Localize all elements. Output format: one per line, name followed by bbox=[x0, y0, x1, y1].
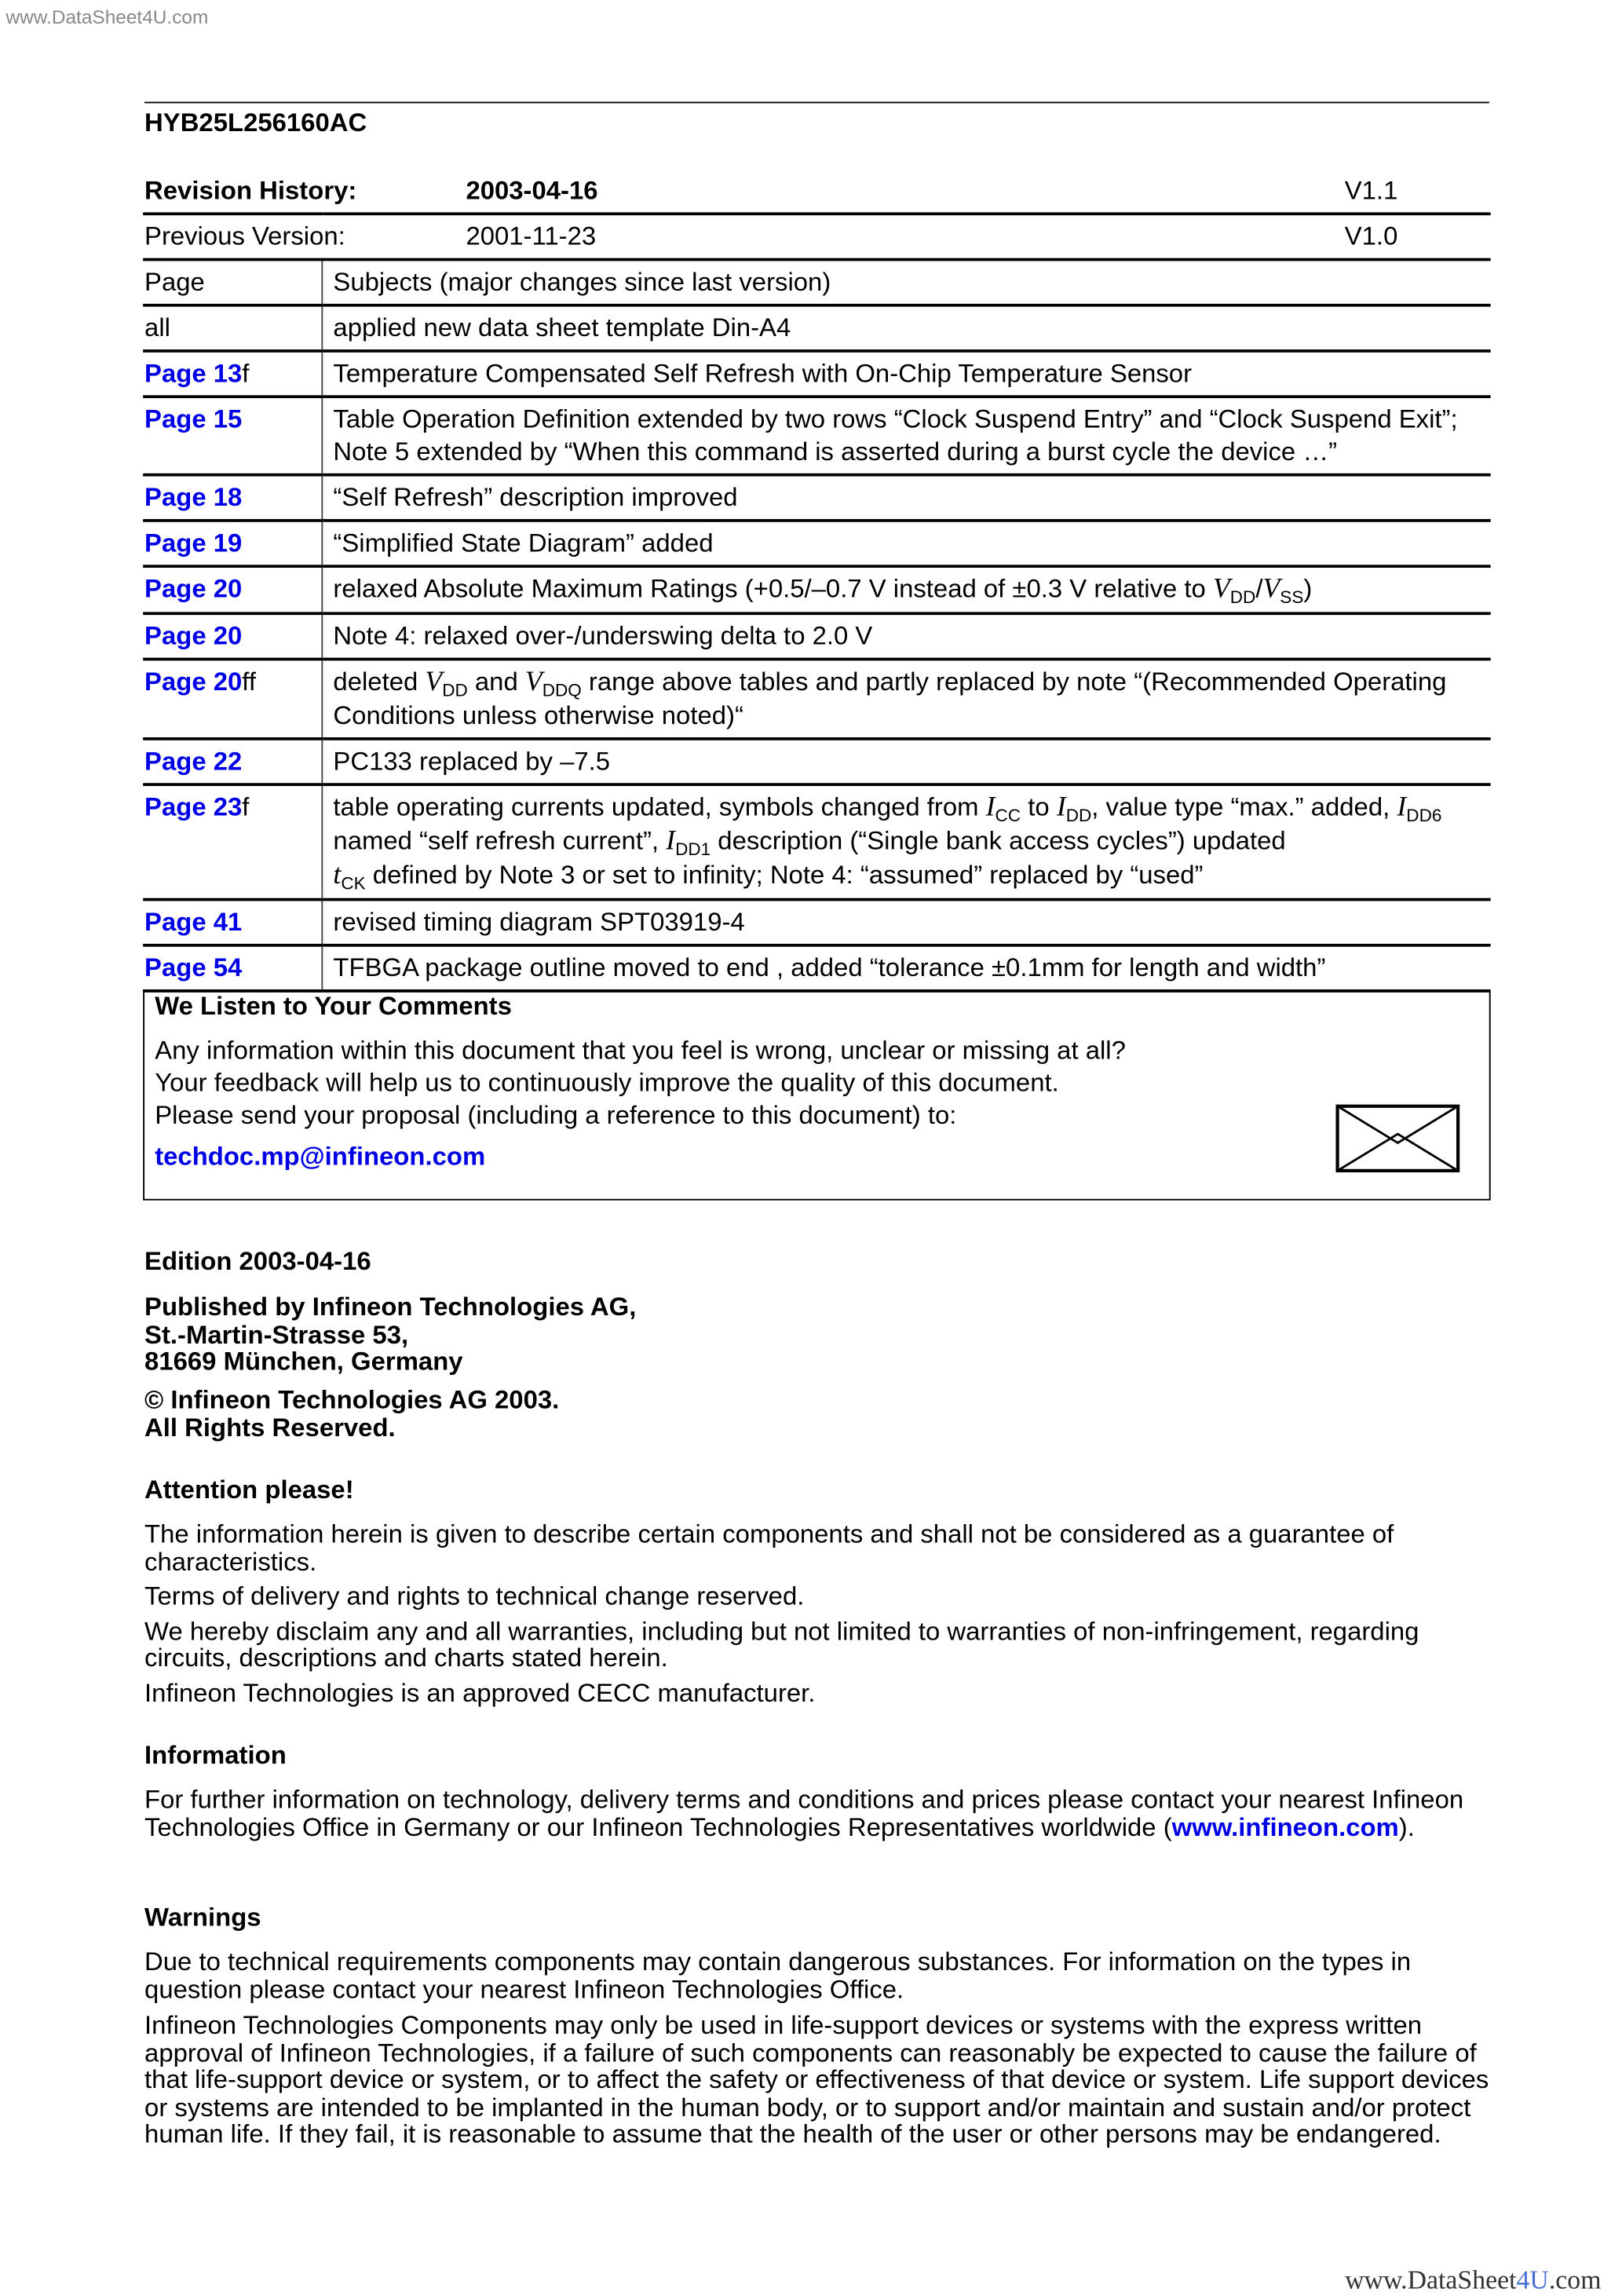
page-link[interactable]: Page 19 bbox=[144, 528, 243, 558]
attention-paragraph: We hereby disclaim any and all warranties, including but not limited to warranties of non-infringement, regarding circuits, descriptions and charts stated herein. bbox=[144, 1615, 1419, 1673]
watermark-bottom-post: .com bbox=[1548, 2265, 1602, 2295]
revision-row bbox=[143, 168, 1490, 214]
page-label: all bbox=[144, 313, 170, 342]
symbol-variable: I bbox=[985, 792, 995, 823]
subject-text: revised timing diagram SPT03919-4 bbox=[333, 906, 745, 937]
revision-label: Revision History: bbox=[144, 175, 357, 206]
attention-paragraph: The information herein is given to describe certain components and shall not be considered as a guarantee of characteristics. bbox=[144, 1519, 1394, 1576]
symbol-subscript: DD6 bbox=[1406, 805, 1442, 826]
subject-text: named “self refresh current”, bbox=[333, 825, 667, 856]
symbol-variable: V bbox=[1212, 573, 1230, 605]
revision-row bbox=[143, 521, 1490, 566]
subject-text: ) bbox=[1303, 573, 1313, 604]
revision-subject-cell bbox=[322, 613, 1490, 659]
header-rule bbox=[144, 102, 1489, 104]
revision-row bbox=[143, 475, 1490, 521]
symbol-subscript: DD bbox=[1229, 587, 1256, 608]
copyright-line: All Rights Reserved. bbox=[144, 1412, 396, 1442]
subject-text: , value type “max.” added, bbox=[1091, 792, 1397, 822]
information-heading: Information bbox=[144, 1740, 287, 1770]
subject-text: relaxed Absolute Maximum Ratings (+0.5/–0.7 V instead of ±0.3 V relative to bbox=[333, 573, 1213, 604]
column-header-subjects: Subjects (major changes since last version) bbox=[322, 260, 1490, 305]
revision-row bbox=[143, 351, 1490, 397]
watermark-bottom-accent: 4U bbox=[1516, 2265, 1549, 2295]
symbol bbox=[1262, 573, 1304, 608]
page-link[interactable]: Page 13 bbox=[144, 358, 243, 388]
information-body bbox=[144, 1786, 1493, 1840]
copyright bbox=[144, 1386, 1493, 1440]
symbol-subscript: DD bbox=[1065, 805, 1092, 826]
subject-text: to bbox=[1021, 792, 1057, 822]
watermark-top[interactable]: www.DataSheet4U.com bbox=[5, 5, 209, 28]
revision-page-cell bbox=[143, 351, 322, 397]
comments-title: We Listen to Your Comments bbox=[155, 991, 512, 1021]
revision-version: V1.1 bbox=[1344, 175, 1398, 206]
warnings-heading: Warnings bbox=[144, 1902, 261, 1932]
envelope-icon bbox=[1335, 1105, 1459, 1172]
revision-subject-cell bbox=[322, 521, 1490, 566]
symbol-subscript: CC bbox=[995, 805, 1021, 826]
revision-row bbox=[143, 566, 1490, 613]
revision-row bbox=[143, 784, 1490, 899]
revision-page-cell bbox=[143, 945, 322, 991]
subject-text: range above tables and partly replaced by note “(Recommended Operating Conditions unless otherwise noted)“ bbox=[333, 666, 1447, 730]
symbol-subscript: DD1 bbox=[675, 839, 711, 860]
symbol-variable: I bbox=[666, 825, 676, 857]
symbol-subscript: DDQ bbox=[542, 679, 582, 701]
previous-version-date: 2001-11-23 bbox=[466, 221, 597, 251]
subject-text: Note 4: relaxed over-/underswing delta to 2.0 V bbox=[333, 620, 873, 651]
revision-page-cell bbox=[143, 475, 322, 521]
comments-line-2: Your feedback will help us to continuously improve the quality of this document. bbox=[155, 1067, 1059, 1098]
attention-paragraph: Terms of delivery and rights to technical change reserved. bbox=[144, 1581, 805, 1610]
symbol bbox=[666, 825, 711, 860]
symbol-variable: I bbox=[1056, 792, 1066, 823]
revision-page-cell bbox=[143, 900, 322, 945]
revision-page-cell bbox=[143, 659, 322, 738]
page-link[interactable]: Page 20 bbox=[144, 620, 243, 651]
page-link[interactable]: Page 54 bbox=[144, 952, 243, 982]
symbol bbox=[1397, 792, 1442, 826]
page-link[interactable]: Page 15 bbox=[144, 404, 243, 434]
warnings-paragraph: Infineon Technologies Components may only be used in life-support devices or systems with the express written approval of Infineon Technologies, if a failure of such components can reasonably be expected to cause the failure of that life-support device or system, or to affect the safety or effectiveness of that device or system. Life support devices or systems are intended to be implanted in the human body, or to support and/or maintain and sustain and/or protect human life. If they fail, it is reasonable to assume that the health of the user or other persons may be endangered. bbox=[144, 2009, 1489, 2149]
subject-text: deleted bbox=[333, 666, 426, 696]
subject-text: / bbox=[1255, 573, 1263, 604]
symbol bbox=[1212, 573, 1256, 608]
subject-text: “Simplified State Diagram” added bbox=[333, 528, 714, 558]
warnings-body bbox=[144, 1948, 1493, 2148]
revision-page-cell bbox=[143, 784, 322, 899]
revision-row bbox=[143, 945, 1490, 991]
subject-text: defined by Note 3 or set to infinity; Note 4: “assumed” replaced by “used” bbox=[365, 859, 1204, 890]
page-suffix: f bbox=[242, 792, 250, 822]
symbol-variable: V bbox=[524, 666, 542, 698]
revision-row bbox=[143, 305, 1490, 351]
feedback-email-link[interactable]: techdoc.mp@infineon.com bbox=[155, 1141, 486, 1172]
symbol-variable: t bbox=[333, 859, 342, 891]
subject-text: Temperature Compensated Self Refresh with On-Chip Temperature Sensor bbox=[333, 358, 1193, 388]
page-link[interactable]: Page 41 bbox=[144, 906, 243, 937]
revision-row bbox=[143, 613, 1490, 659]
publisher-line: St.-Martin-Strasse 53, bbox=[144, 1318, 409, 1349]
page-link[interactable]: Page 20 bbox=[144, 573, 243, 604]
watermark-bottom-pre: www.DataSheet bbox=[1345, 2265, 1517, 2295]
revision-subject-cell bbox=[322, 945, 1490, 991]
subject-text: and bbox=[467, 666, 525, 696]
symbol-subscript: SS bbox=[1280, 587, 1304, 608]
symbol-variable: V bbox=[1262, 573, 1280, 605]
symbol-subscript: DD bbox=[442, 679, 468, 701]
revision-page-cell bbox=[143, 521, 322, 566]
revision-subject-cell bbox=[322, 351, 1490, 397]
attention-paragraph: Infineon Technologies is an approved CECC manufacturer. bbox=[144, 1677, 816, 1707]
comments-line-1: Any information within this document that you feel is wrong, unclear or missing at all? bbox=[155, 1035, 1126, 1065]
warnings-paragraph: Due to technical requirements components may contain dangerous substances. For information on the types in question please contact your nearest Infineon Technologies Office. bbox=[144, 1946, 1412, 2004]
revision-page-cell bbox=[143, 739, 322, 784]
watermark-bottom[interactable] bbox=[1345, 2265, 1601, 2296]
comments-box bbox=[143, 989, 1490, 1201]
symbol bbox=[425, 666, 468, 701]
column-header-page: Page bbox=[143, 260, 322, 305]
attention-heading: Attention please! bbox=[144, 1475, 354, 1504]
revision-row bbox=[143, 397, 1490, 475]
symbol bbox=[524, 666, 582, 701]
revision-subject-cell bbox=[322, 659, 1490, 738]
subject-text: TFBGA package outline moved to end , added “tolerance ±0.1mm for length and width” bbox=[333, 952, 1326, 982]
previous-version-row bbox=[143, 214, 1490, 259]
information-open: ( bbox=[1163, 1812, 1172, 1841]
revision-subject-cell bbox=[322, 900, 1490, 945]
information-close: ). bbox=[1398, 1812, 1415, 1841]
revision-page-cell bbox=[143, 566, 322, 613]
revision-subject-cell bbox=[322, 305, 1490, 351]
symbol bbox=[985, 792, 1021, 826]
publisher-line: 81669 München, Germany bbox=[144, 1346, 463, 1377]
page-link[interactable]: Page 18 bbox=[144, 482, 243, 512]
page-link[interactable]: Page 20 bbox=[144, 666, 243, 696]
symbol bbox=[1056, 792, 1092, 826]
revision-subject-cell bbox=[322, 784, 1490, 899]
revision-row bbox=[143, 900, 1490, 945]
edition: Edition 2003-04-16 bbox=[144, 1245, 371, 1276]
column-header-row bbox=[143, 260, 1490, 305]
revision-subject-cell bbox=[322, 739, 1490, 784]
subject-text: description (“Single bank access cycles”) updated bbox=[711, 825, 1286, 856]
revision-date: 2003-04-16 bbox=[466, 175, 598, 206]
subject-text: PC133 replaced by –7.5 bbox=[333, 746, 611, 776]
symbol-variable: I bbox=[1397, 792, 1407, 823]
information-text: For further information on technology, delivery terms and conditions and prices please contact your nearest Infineon Technologies Office in Germany or our Infineon Technologies Representatives worldwide bbox=[144, 1784, 1464, 1841]
previous-version-label: Previous Version: bbox=[144, 221, 345, 251]
publisher bbox=[144, 1293, 1493, 1375]
subject-text: “Self Refresh” description improved bbox=[333, 482, 738, 512]
subject-text: applied new data sheet template Din-A4 bbox=[333, 313, 791, 342]
document-id: HYB25L256160AC bbox=[144, 108, 367, 137]
symbol-subscript: CK bbox=[341, 872, 366, 894]
copyright-line: © Infineon Technologies AG 2003. bbox=[144, 1384, 560, 1415]
revision-row bbox=[143, 659, 1490, 738]
infineon-website-link[interactable]: www.infineon.com bbox=[1171, 1812, 1399, 1841]
revision-page-cell bbox=[143, 397, 322, 475]
comments-line-3: Please send your proposal (including a reference to this document) to: bbox=[155, 1099, 957, 1130]
attention-body bbox=[144, 1520, 1493, 1706]
revision-page-cell bbox=[143, 305, 322, 351]
page-link[interactable]: Page 22 bbox=[144, 746, 243, 776]
symbol bbox=[333, 859, 366, 894]
subject-text: table operating currents updated, symbols changed from bbox=[333, 792, 986, 822]
page-suffix: f bbox=[242, 358, 250, 388]
revision-subject-cell bbox=[322, 475, 1490, 521]
page-link[interactable]: Page 23 bbox=[144, 792, 243, 822]
revision-history-table bbox=[143, 168, 1490, 993]
page-suffix: ff bbox=[242, 666, 256, 696]
revision-row bbox=[143, 739, 1490, 784]
revision-page-cell bbox=[143, 613, 322, 659]
revision-subject-cell bbox=[322, 397, 1490, 475]
symbol-variable: V bbox=[425, 666, 443, 698]
revision-subject-cell bbox=[322, 566, 1490, 613]
subject-text: Table Operation Definition extended by two rows “Clock Suspend Entry” and “Clock Suspend Exit”; Note 5 extended by “When this command is asserted during a burst cycle the device …” bbox=[333, 404, 1458, 466]
publisher-line: Published by Infineon Technologies AG, bbox=[144, 1292, 637, 1322]
previous-version-number: V1.0 bbox=[1344, 221, 1398, 251]
